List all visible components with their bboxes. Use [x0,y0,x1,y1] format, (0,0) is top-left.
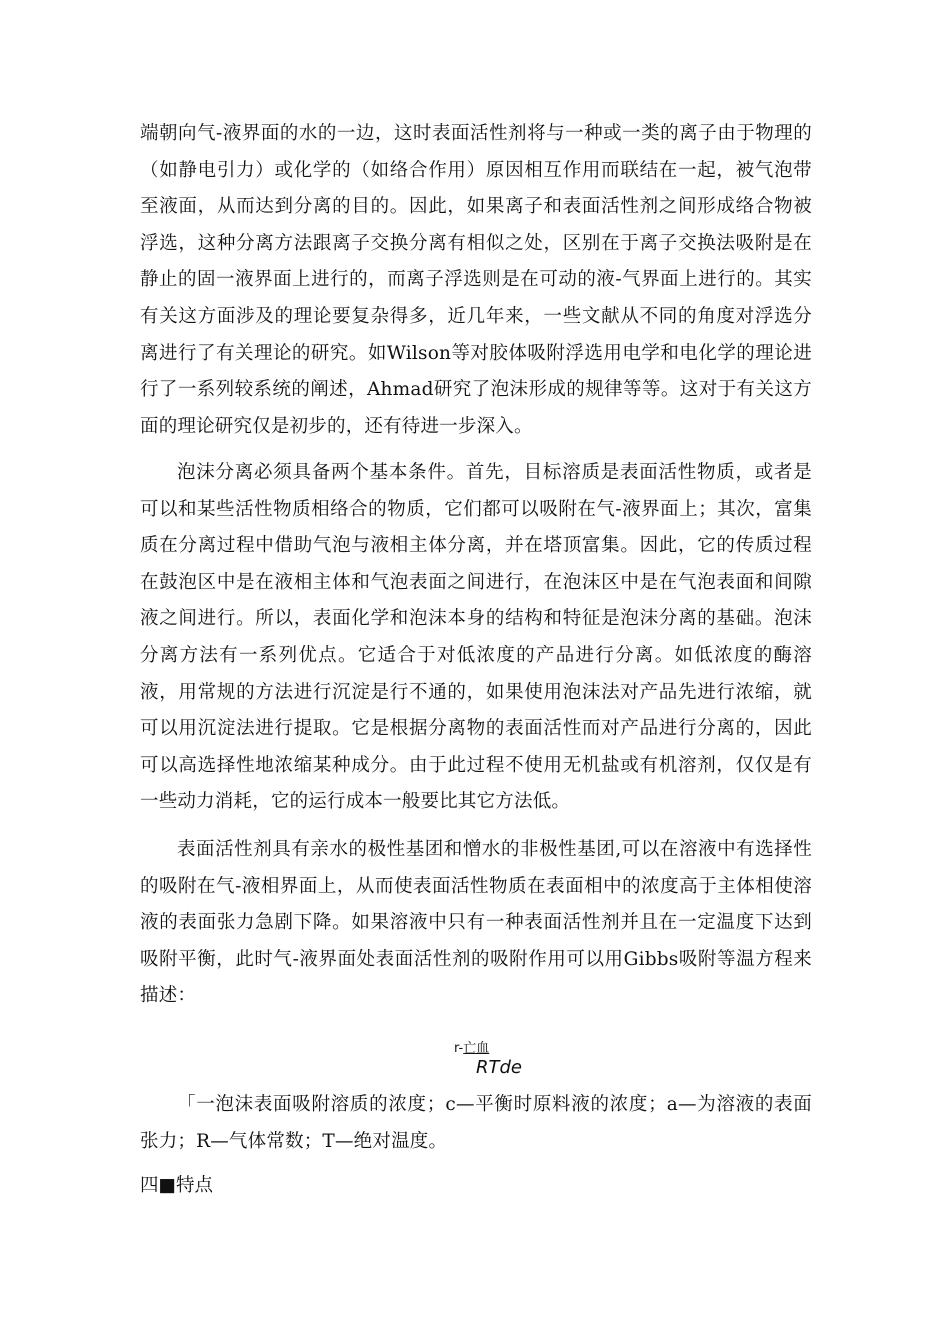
paragraph-symbol-definitions: 「一泡沫表面吸附溶质的浓度；c—平衡时原料液的浓度；a—为溶液的表面张力；R—气体常数；T—绝对温度。 [140,1094,812,1152]
paragraph-foam-separation-conditions: 泡沫分离必须具备两个基本条件。首先，目标溶质是表面活性物质，或者是可以和某些活性物质相络合的物质，它们都可以吸附在气-液界面上；其次，富集质在分离过程中借助气泡与液相主体分离，并在塔顶富集。因此，它的传质过程在鼓泡区中是在液相主体和气泡表面之间进行，在泡沫区中是在气泡表面和间隙液之间进行。所以，表面化学和泡沫本身的结构和特征是泡沫分离的基础。泡沫分离方法有一系列优点。它适合于对低浓度的产品进行分离。如低浓度的酶溶液，用常规的方法进行沉淀是行不通的，如果使用泡沫法对产品先进行浓缩，就可以用沉淀法进行提取。它是根据分离物的表面活性而对产品进行分离的，因此可以高选择性地浓缩某种成分。由于此过程不使用无机盐或有机溶剂，仅仅是有一些动力消耗，它的运行成本一般要比其它方法低。 [140,462,812,813]
gibbs-equation [454,1041,544,1079]
paragraph-ion-flotation: 端朝向气-液界面的水的一边，这时表面活性剂将与一种或一类的离子由于物理的（如静电引力）或化学的（如络合作用）原因相互作用而联结在一起，被气泡带至液面，从而达到分离的目的。因此，如果离子和表面活性剂之间形成络合物被浮选，这种分离方法跟离子交换分离有相似之处，区别在于离子交换法吸附是在静止的固一液界面上进行的，而离子浮选则是在可动的液-气界面上进行的。其实有关这方面涉及的理论要复杂得多，近几年来，一些文献从不同的角度对浮选分离进行了有关理论的研究。如Wilson等对胶体吸附浮选用电学和电化学的理论进行了一系列较系统的阐述，Ahmad研究了泡沫形成的规律等等。这对于有关这方面的理论研究仅是初步的，还有待进一步深入。 [140,123,812,437]
equation-denominator: RTde [476,1057,523,1078]
equation-numerator-line [454,1041,544,1057]
equation-numerator: 亡血 [463,1041,490,1056]
section-heading-features: 四■特点 [140,1175,213,1196]
paragraph-surfactant-adsorption: 表面活性剂具有亲水的极性基团和憎水的非极性基团,可以在溶液中有选择性的吸附在气-液相界面上，从而使表面活性物质在表面相中的浓度高于主体相使溶液的表面张力急剧下降。如果溶液中只有一种表面活性剂并且在一定温度下达到吸附平衡，此时气-液界面处表面活性剂的吸附作用可以用Gibbs吸附等温方程来描述： [140,839,812,1007]
equation-prefix: r- [454,1041,464,1056]
